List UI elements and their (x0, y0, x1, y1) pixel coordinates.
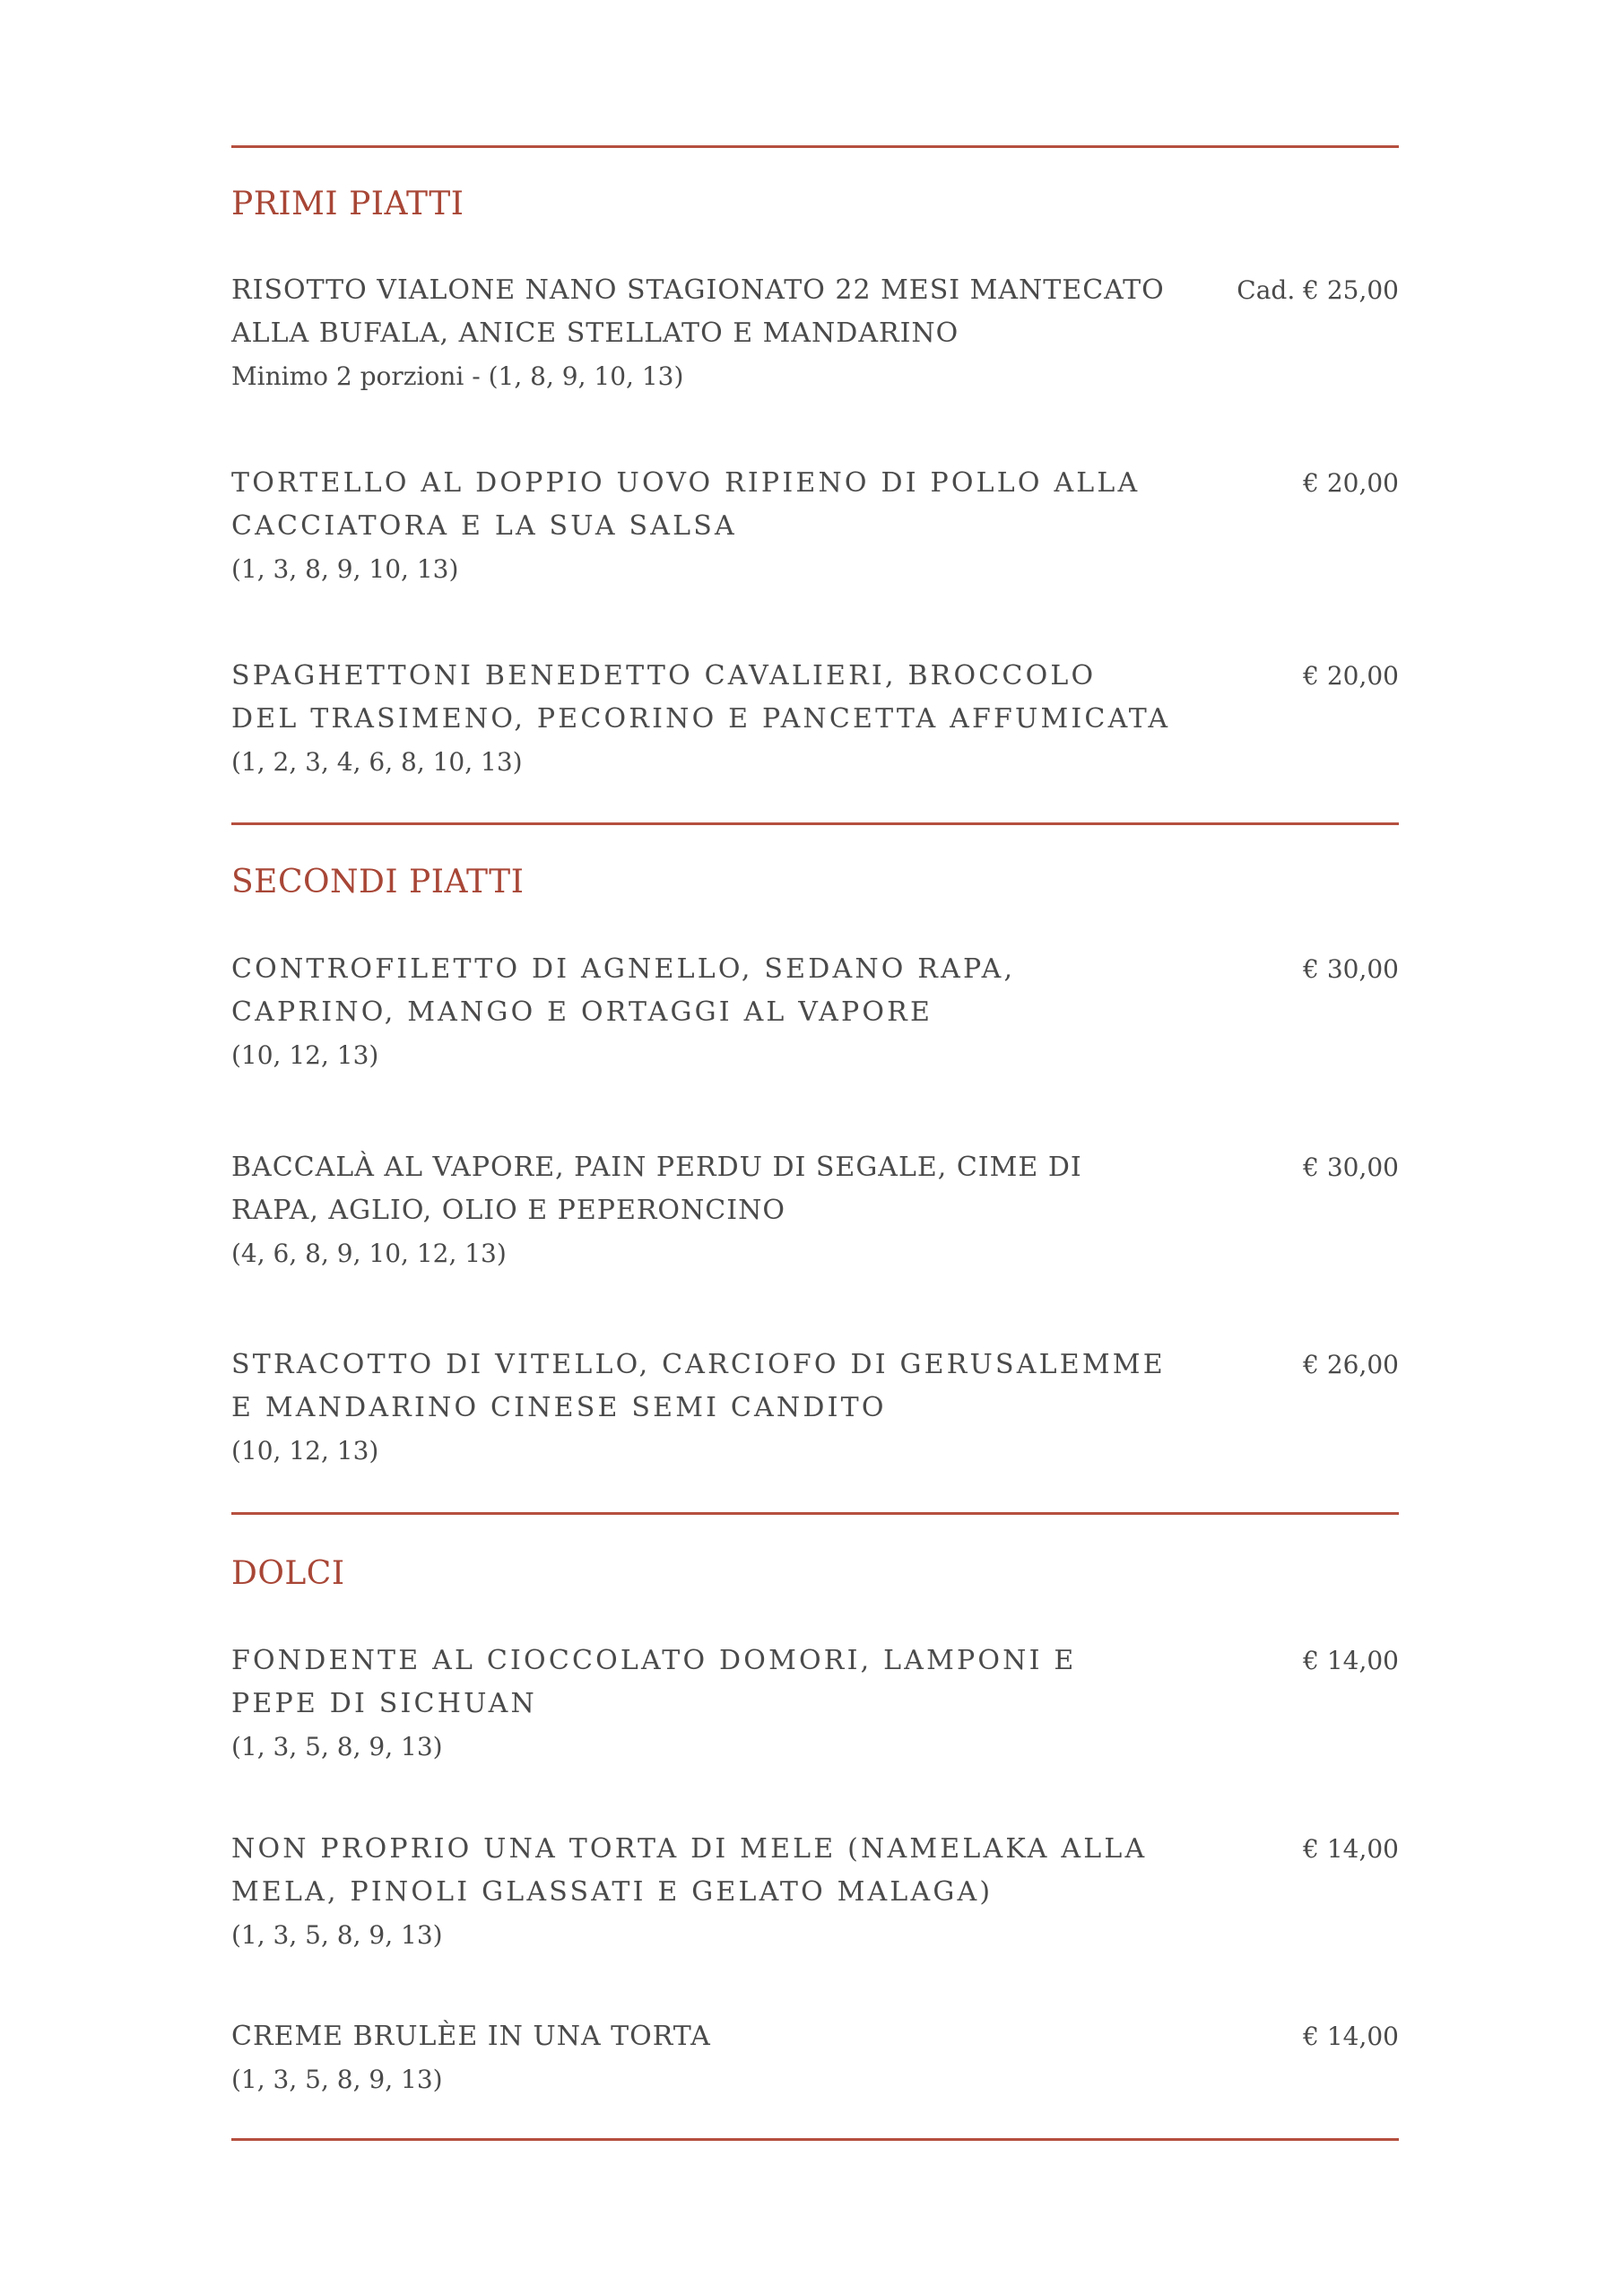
menu-item (231, 1146, 1399, 1275)
item-name: CONTROFILETTO DI AGNELLO, SEDANO RAPA, CAPRINO, MANGO E ORTAGGI AL VAPORE (231, 953, 1016, 1028)
menu-item (231, 655, 1399, 784)
section-title-secondi: SECONDI PIATTI (231, 864, 525, 900)
item-name: TORTELLO AL DOPPIO UOVO RIPIENO DI POLLO ALLA CACCIATORA E LA SUA SALSA (231, 467, 1141, 542)
menu-page (231, 0, 1399, 2296)
item-price: € 20,00 (1303, 661, 1399, 691)
item-name: RISOTTO VIALONE NANO STAGIONATO 22 MESI MANTECATO ALLA BUFALA, ANICE STELLATO E MANDARINO (231, 274, 1165, 349)
item-price: € 26,00 (1303, 1350, 1399, 1379)
item-price: Cad. € 25,00 (1237, 275, 1399, 305)
item-allergens: (1, 3, 5, 8, 9, 13) (231, 1732, 443, 1761)
item-allergens: (1, 3, 5, 8, 9, 13) (231, 1920, 443, 1950)
item-name: CREME BRULÈE IN UNA TORTA (231, 2021, 711, 2052)
item-name: FONDENTE AL CIOCCOLATO DOMORI, LAMPONI E PEPE DI SICHUAN (231, 1645, 1077, 1719)
item-price: € 30,00 (1303, 954, 1399, 984)
section-divider (231, 822, 1399, 825)
section-title-dolci: DOLCI (231, 1555, 345, 1592)
item-allergens: Minimo 2 porzioni - (1, 8, 9, 10, 13) (231, 361, 684, 391)
item-name: NON PROPRIO UNA TORTA DI MELE (NAMELAKA ALLA MELA, PINOLI GLASSATI E GELATO MALAGA) (231, 1833, 1148, 1908)
item-name: STRACOTTO DI VITELLO, CARCIOFO DI GERUSALEMME E MANDARINO CINESE SEMI CANDITO (231, 1349, 1166, 1423)
section-divider (231, 1512, 1399, 1515)
menu-item (231, 269, 1399, 398)
item-allergens: (1, 3, 8, 9, 10, 13) (231, 554, 459, 584)
menu-item (231, 2015, 1399, 2101)
item-price: € 14,00 (1303, 1646, 1399, 1675)
section-divider (231, 145, 1399, 148)
menu-item (231, 948, 1399, 1077)
menu-item (231, 1639, 1399, 1769)
item-name: SPAGHETTONI BENEDETTO CAVALIERI, BROCCOLO DEL TRASIMENO, PECORINO E PANCETTA AFFUMICATA (231, 660, 1171, 735)
item-allergens: (10, 12, 13) (231, 1436, 379, 1465)
item-allergens: (1, 3, 5, 8, 9, 13) (231, 2065, 443, 2094)
item-price: € 20,00 (1303, 468, 1399, 498)
item-price: € 30,00 (1303, 1152, 1399, 1182)
item-allergens: (10, 12, 13) (231, 1040, 379, 1070)
item-allergens: (1, 2, 3, 4, 6, 8, 10, 13) (231, 747, 523, 777)
item-name: BACCALÀ AL VAPORE, PAIN PERDU DI SEGALE, CIME DI RAPA, AGLIO, OLIO E PEPERONCINO (231, 1152, 1082, 1226)
item-allergens: (4, 6, 8, 9, 10, 12, 13) (231, 1239, 507, 1268)
item-price: € 14,00 (1303, 1834, 1399, 1864)
item-price: € 14,00 (1303, 2022, 1399, 2051)
menu-item (231, 462, 1399, 591)
section-title-primi: PRIMI PIATTI (231, 186, 464, 222)
menu-item (231, 1828, 1399, 1957)
section-divider (231, 2138, 1399, 2141)
menu-item (231, 1344, 1399, 1473)
